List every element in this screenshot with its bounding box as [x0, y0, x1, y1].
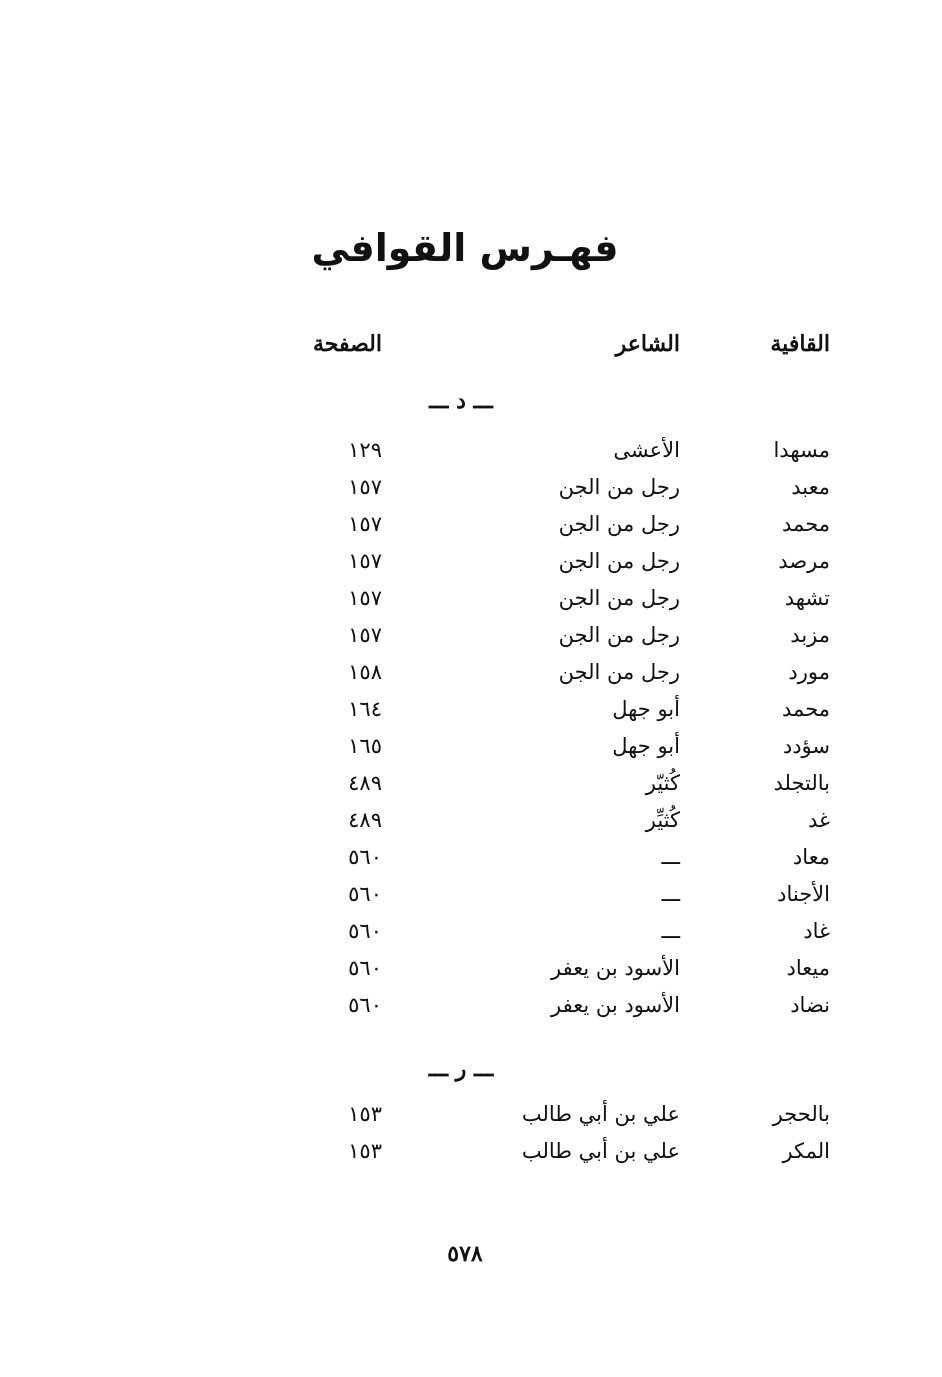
index-row — [0, 950, 942, 987]
index-row — [0, 654, 942, 691]
rhyme-cell: مسهدا — [773, 438, 830, 462]
poet-cell: علي بن أبي طالب — [521, 1102, 680, 1126]
rhyme-cell: مزبد — [790, 623, 830, 647]
poet-cell: ـــ — [661, 919, 680, 943]
rhyme-cell: معبد — [791, 475, 830, 499]
index-row — [0, 1133, 942, 1170]
page-cell: ١٥٣ — [348, 1102, 382, 1126]
page-cell: ٥٦٠ — [348, 845, 382, 869]
rhyme-cell: غاد — [803, 919, 830, 943]
rhyme-cell: بالتجلد — [773, 771, 830, 795]
poet-cell: رجل من الجن — [558, 660, 680, 684]
index-row — [0, 691, 942, 728]
poet-cell: علي بن أبي طالب — [521, 1139, 680, 1163]
rhyme-cell: مرصد — [778, 549, 830, 573]
header-rhyme: القافية — [770, 331, 830, 357]
header-page: الصفحة — [312, 331, 382, 357]
index-row — [0, 876, 942, 913]
index-row — [0, 1096, 942, 1133]
index-row — [0, 580, 942, 617]
index-row — [0, 543, 942, 580]
rhyme-cell: نضاد — [790, 993, 830, 1017]
poet-cell: رجل من الجن — [558, 586, 680, 610]
rhyme-cell: محمد — [782, 697, 830, 721]
poet-cell: أبو جهل — [612, 734, 680, 758]
page-cell: ١٥٧ — [348, 475, 382, 499]
page-cell: ١٥٧ — [348, 623, 382, 647]
rhyme-cell: المكر — [782, 1139, 830, 1163]
index-row — [0, 432, 942, 469]
rhyme-cell: سؤدد — [782, 734, 830, 758]
poet-cell: رجل من الجن — [558, 475, 680, 499]
page-cell: ١٥٣ — [348, 1139, 382, 1163]
page-cell: ٤٨٩ — [348, 808, 382, 832]
poet-cell: رجل من الجن — [558, 623, 680, 647]
index-row — [0, 987, 942, 1024]
poet-cell: أبو جهل — [612, 697, 680, 721]
poet-cell: ـــ — [661, 882, 680, 906]
header-poet: الشاعر — [615, 331, 680, 357]
rhyme-cell: غد — [807, 808, 830, 832]
index-row — [0, 617, 942, 654]
page-title — [0, 222, 942, 274]
section-heading-ra — [0, 1052, 942, 1086]
page-cell: ٥٦٠ — [348, 882, 382, 906]
page-cell: ٥٦٠ — [348, 919, 382, 943]
rhyme-cell: معاد — [792, 845, 830, 869]
poet-cell: رجل من الجن — [558, 549, 680, 573]
poet-cell: كُثيّر — [645, 771, 680, 795]
rhyme-cell: تشهد — [784, 586, 830, 610]
page-cell: ٥٦٠ — [348, 956, 382, 980]
poet-cell: الأسود بن يعفر — [551, 993, 680, 1017]
poet-cell: كُثيِّر — [645, 808, 680, 832]
page-cell: ٤٨٩ — [348, 771, 382, 795]
page-cell: ١٦٤ — [348, 697, 382, 721]
section-heading-dal — [0, 384, 942, 418]
poet-cell: الأسود بن يعفر — [551, 956, 680, 980]
section-letter: ـــ د ـــ — [429, 388, 493, 414]
page-number-text: ٥٧٨ — [447, 1241, 483, 1267]
column-headers — [0, 326, 942, 362]
rhyme-cell: ميعاد — [786, 956, 830, 980]
page-cell: ١٥٧ — [348, 549, 382, 573]
index-row — [0, 728, 942, 765]
index-row — [0, 765, 942, 802]
poet-cell: رجل من الجن — [558, 512, 680, 536]
page-cell: ١٥٧ — [348, 586, 382, 610]
poet-cell: الأعشى — [613, 438, 680, 462]
page-number — [0, 1238, 942, 1270]
page-cell: ١٢٩ — [348, 438, 382, 462]
page-cell: ١٥٧ — [348, 512, 382, 536]
rhyme-cell: الأجناد — [777, 882, 830, 906]
poet-cell: ـــ — [661, 845, 680, 869]
page-cell: ١٦٥ — [348, 734, 382, 758]
index-row — [0, 802, 942, 839]
rhyme-cell: محمد — [782, 512, 830, 536]
index-row — [0, 469, 942, 506]
index-row — [0, 913, 942, 950]
page-cell: ٥٦٠ — [348, 993, 382, 1017]
section-letter: ـــ ر ـــ — [428, 1056, 494, 1082]
page-cell: ١٥٨ — [348, 660, 382, 684]
index-row — [0, 506, 942, 543]
rhyme-cell: بالحجر — [772, 1102, 830, 1126]
page-title-text: فهـرس القوافي — [311, 226, 619, 270]
index-row — [0, 839, 942, 876]
rhyme-cell: مورد — [788, 660, 830, 684]
